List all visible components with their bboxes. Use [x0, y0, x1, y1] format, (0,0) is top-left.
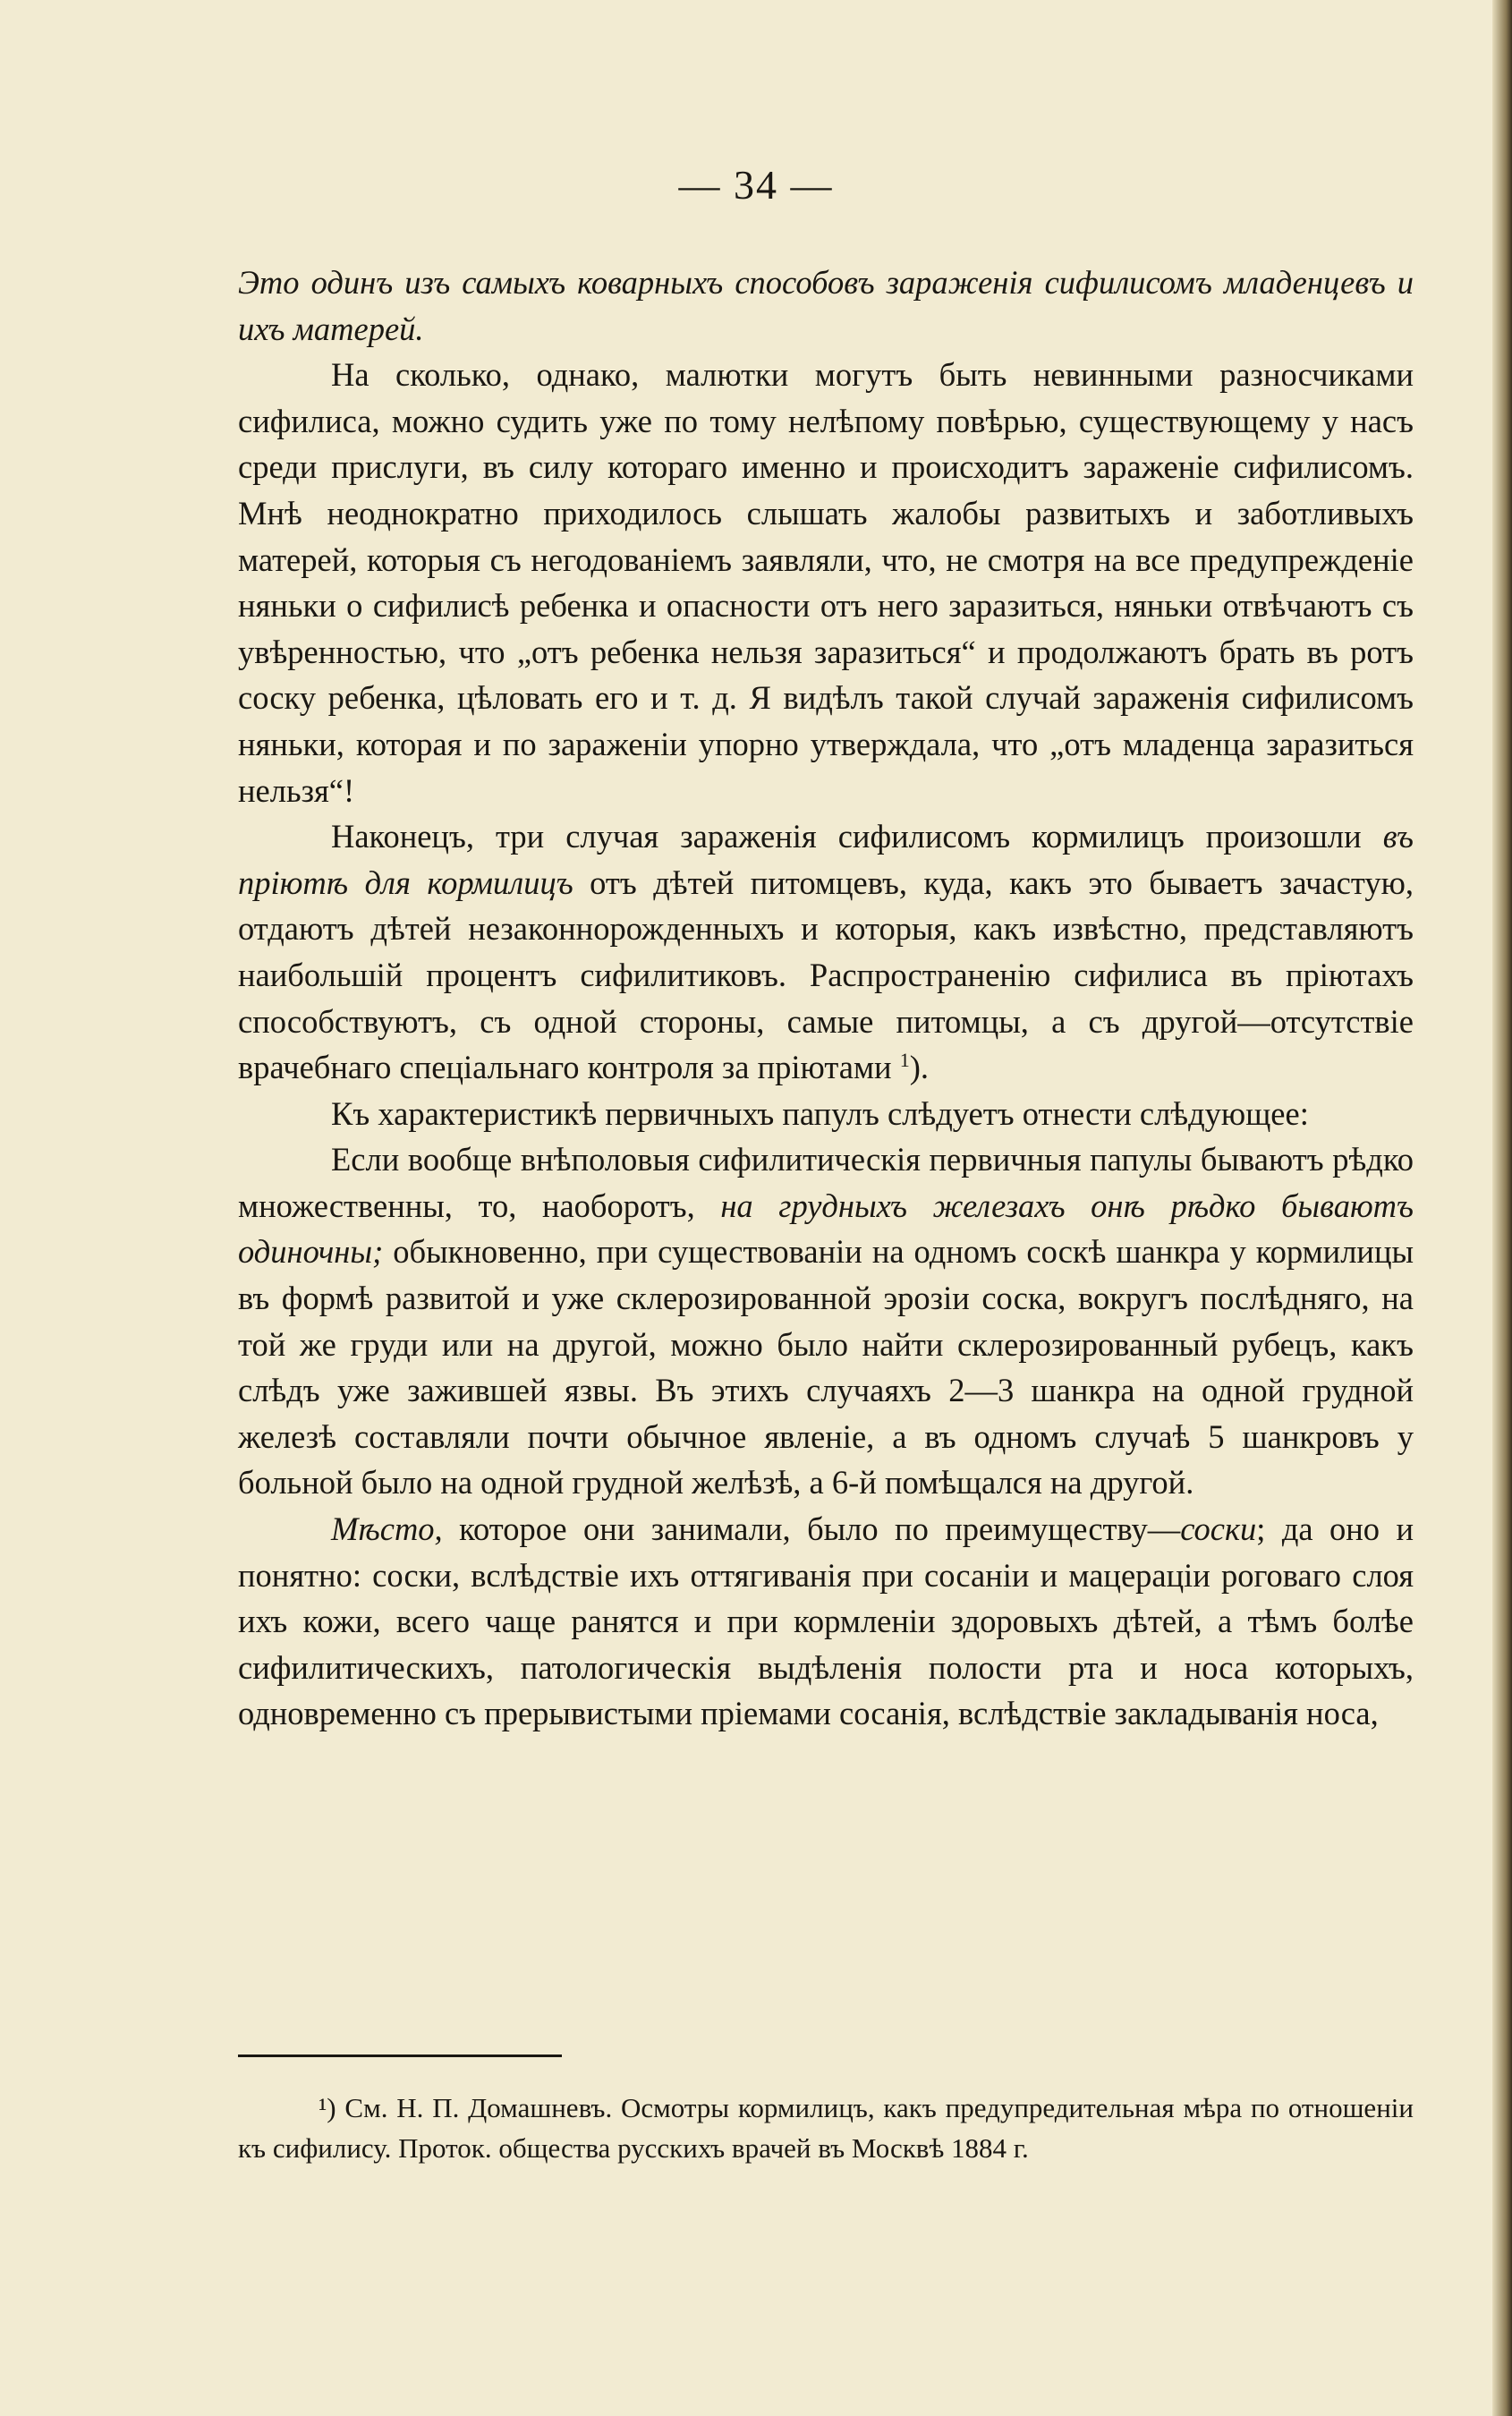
- footnote-paragraph: [238, 2088, 1414, 2168]
- text-run: Если вообще внѣполовыя сифилитическія первичныя папулы бываютъ рѣдко множественны, то, наоборотъ,: [238, 1141, 1414, 1224]
- page-number: — 34 —: [678, 162, 834, 208]
- text-run: обыкновенно, при существованіи на одномъ соскѣ шанкра у кормилицы въ формѣ развитой и уже склерозированной эрозіи соска, вокругъ послѣдняго, на той же груди или на другой, можно было найти склерозированный рубецъ, какъ слѣдъ уже зажившей язвы. Въ этихъ случаяхъ 2—3 шанкра на одной грудной железѣ составляли почти обычное явленіе, а въ одномъ случаѣ 5 шанкровъ у больной было на одной грудной желѣзѣ, а 6-й помѣщался на другой.: [238, 1233, 1414, 1501]
- paragraph: [238, 259, 1414, 352]
- footnote-text: См. Н. П. Домашневъ. Осмотры кормилицъ, какъ предупредительная мѣра по отношеніи къ сифилису. Проток. общества русскихъ врачей въ Москвѣ 1884 г.: [238, 2092, 1414, 2164]
- paragraph: [238, 1136, 1414, 1506]
- body-text: [238, 259, 1414, 1737]
- text-run: Къ характеристикѣ первичныхъ папулъ слѣдуетъ отнести слѣдующее:: [331, 1094, 1309, 1132]
- page-edge: [1492, 0, 1512, 2416]
- paragraph: [238, 352, 1414, 813]
- paragraph: [238, 1506, 1414, 1737]
- paragraph: [238, 813, 1414, 1091]
- text-run: ).: [909, 1049, 929, 1086]
- footnote: [238, 2088, 1414, 2168]
- italic-text: Это одинъ изъ самыхъ коварныхъ способовъ зараженія сифилисомъ младенцевъ и ихъ матерей.: [238, 264, 1414, 347]
- footnote-marker: ¹): [319, 2092, 336, 2123]
- footnote-divider: [238, 2054, 562, 2057]
- text-run: ; да оно и понятно: соски, вслѣдствіе ихъ оттягиванія при сосаніи и мацераціи роговаго слоя ихъ кожи, всего чаще ранятся и при кормленіи здоровыхъ дѣтей, а тѣмъ болѣе сифилитическихъ, патологическія выдѣленія полости рта и носа которыхъ, одновременно съ прерывистыми пріемами сосанія, вслѣдствіе закладыванія носа,: [238, 1510, 1414, 1732]
- text-run: которое они занимали, было по преимуществу—: [442, 1510, 1181, 1548]
- text-run: На сколько, однако, малютки могутъ быть невинными разносчиками сифилиса, можно судить уже по тому нелѣпому повѣрью, существующему у насъ среди прислуги, въ силу котораго именно и происходитъ зараженіе сифилисомъ. Мнѣ неоднократно приходилось слышать жалобы развитыхъ и заботливыхъ матерей, которыя съ негодованіемъ заявляли, что, не смотря на все предупрежденіе няньки о сифилисѣ ребенка и опасности отъ него заразиться, няньки отвѣчаютъ съ увѣренностью, что „отъ ребенка нельзя заразиться“ и продолжаютъ брать въ ротъ соску ребенка, цѣловать его и т. д. Я видѣлъ такой случай зараженія сифилисомъ няньки, которая и по зараженіи упорно утверждала, что „отъ младенца заразиться нельзя“!: [238, 356, 1414, 809]
- text-run: Наконецъ, три случая зараженія сифилисомъ кормилицъ произошли: [331, 818, 1383, 855]
- text-run: отъ дѣтей питомцевъ, куда, какъ это бываетъ зачастую, отдаютъ дѣтей незаконнорожденныхъ и которыя, какъ извѣстно, представляютъ наибольшій процентъ сифилитиковъ. Распространенію сифилиса въ пріютахъ способствуютъ, съ одной стороны, самые питомцы, а съ другой—отсутствіе врачебнаго спеціальнаго контроля за пріютами: [238, 863, 1414, 1086]
- italic-text: на грудныхъ железахъ онѣ рѣдко бываютъ одиночны;: [238, 1187, 1414, 1271]
- italic-text: Мѣсто,: [331, 1510, 443, 1548]
- italic-text: въ пріютѣ для кормилицъ: [238, 818, 1414, 901]
- italic-text: соски: [1180, 1510, 1257, 1548]
- paragraph: [238, 1091, 1414, 1137]
- footnote-ref: 1: [899, 1048, 910, 1071]
